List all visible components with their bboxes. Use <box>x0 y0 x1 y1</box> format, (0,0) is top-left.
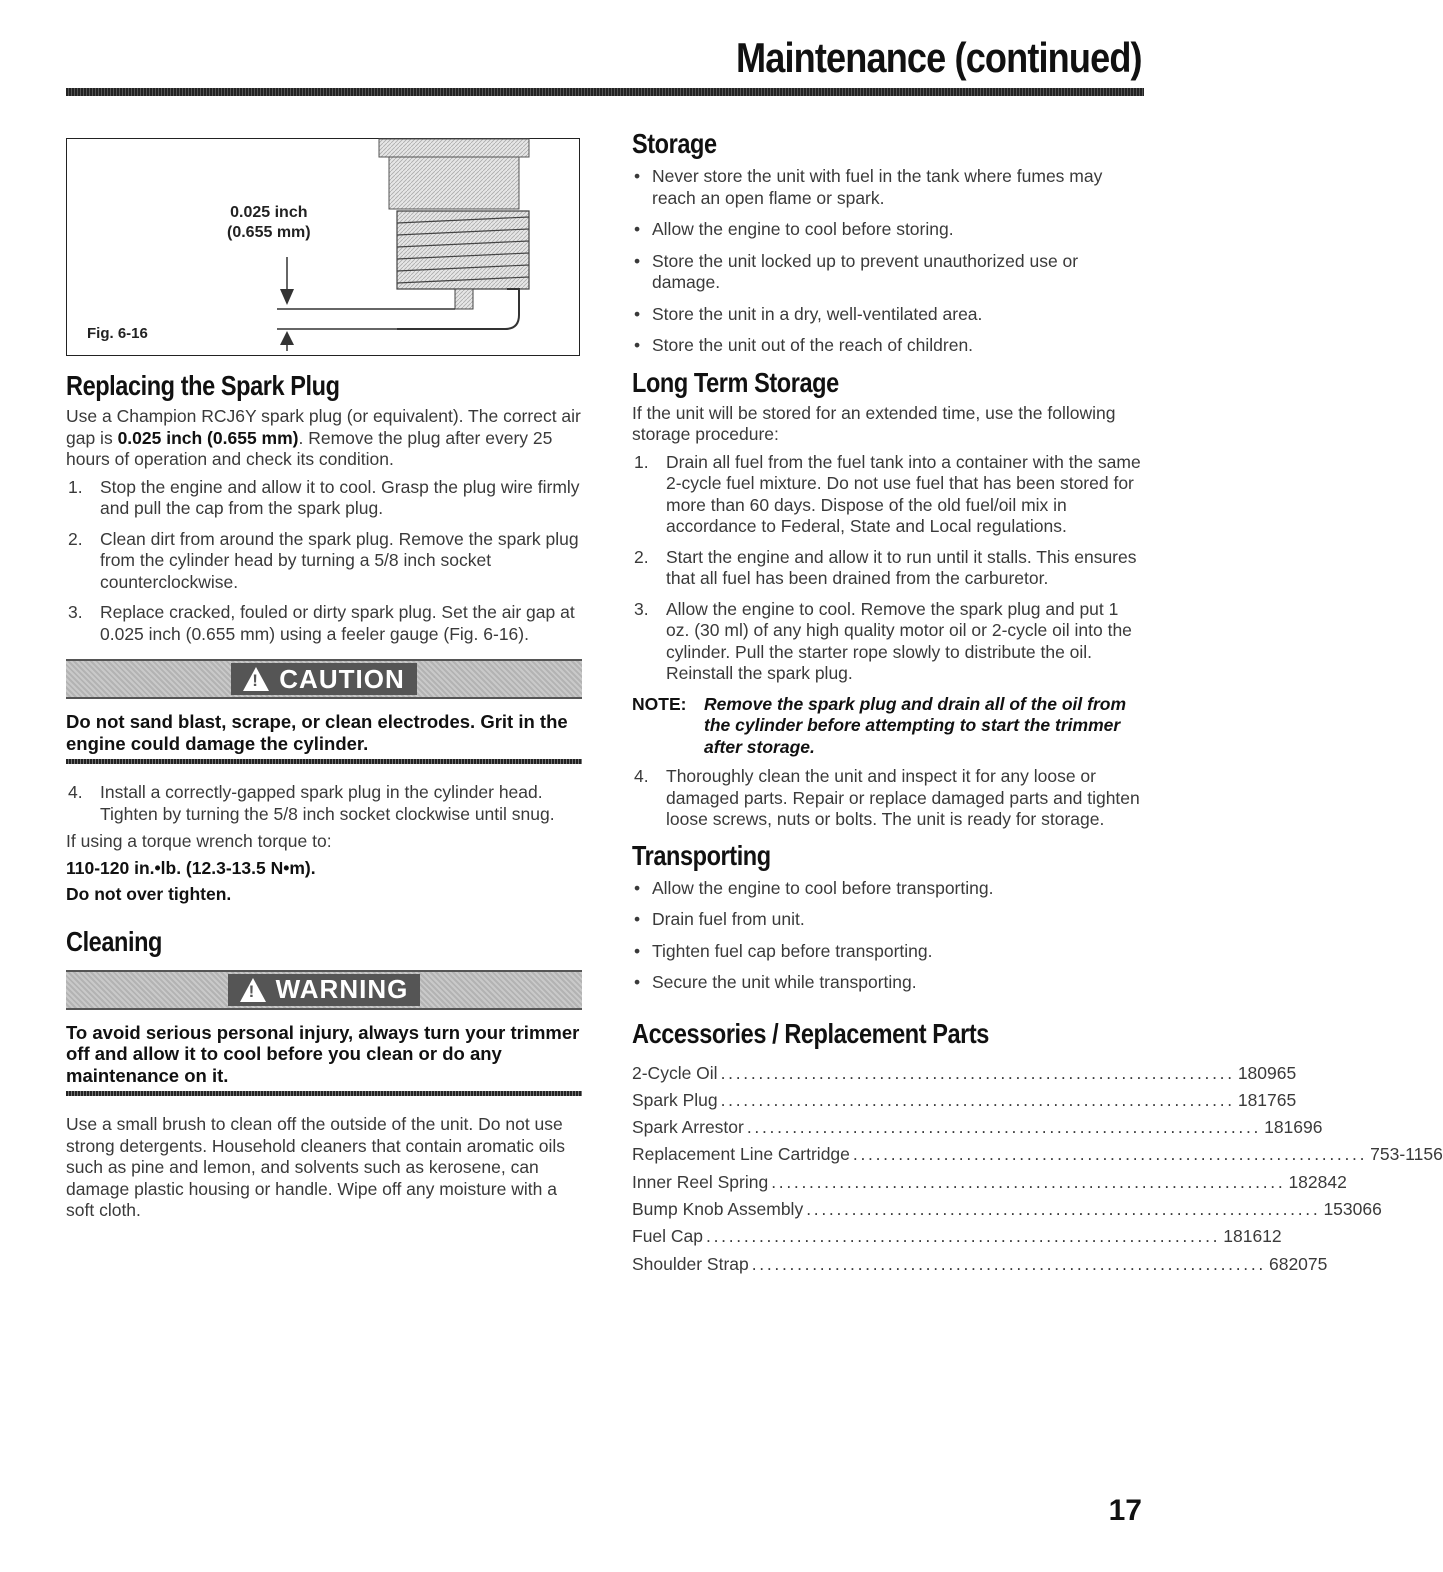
step-number: 2. <box>634 546 649 567</box>
figure-label: Fig. 6-16 <box>87 325 148 342</box>
step-text: Start the engine and allow it to run until it stalls. This ensures that all fuel has been drained from the carburetor. <box>666 546 1137 588</box>
torque-intro: If using a torque wrench torque to: <box>66 831 332 851</box>
list-item: • Never store the unit with fuel in the tank where fumes may reach an open flame or spark. <box>632 166 1144 209</box>
step-number: 4. <box>634 766 649 786</box>
step-number: 4. <box>68 782 83 802</box>
list-item: • Tighten fuel cap before transporting. <box>632 941 1144 963</box>
warning-text: To avoid serious personal injury, always turn your trimmer off and allow it to cool before you clean or do any maintenance on it. <box>66 1021 580 1086</box>
part-name: Spark Arrestor <box>632 1117 744 1138</box>
list-item <box>632 599 1144 685</box>
leader-dots: .................................................................... <box>771 1171 1286 1192</box>
step-text: Clean dirt from around the spark plug. Remove the spark plug from the cylinder head by turning a 5/8 inch socket counterclockwise. <box>100 528 579 592</box>
list-item: • Drain fuel from unit. <box>632 909 1144 931</box>
leader-dots: .................................................................... <box>746 1117 1262 1138</box>
intro-text-a: Use a Champion RCJ6Y spark plug (or equivalent). The correct air gap is <box>66 406 581 448</box>
step-text: Replace cracked, fouled or dirty spark plug. Set the air gap at 0.025 inch (0.655 mm) using a feeler gauge (Fig. 6-16). <box>100 602 575 644</box>
left-column <box>66 120 582 1222</box>
part-number: 153066 <box>1323 1198 1382 1219</box>
gap-dimension <box>227 203 311 243</box>
list-item: • Store the unit out of the reach of children. <box>632 335 1144 357</box>
long-term-intro: If the unit will be stored for an extended time, use the following storage procedure: <box>632 402 1116 444</box>
list-item <box>632 452 1144 538</box>
part-name: Replacement Line Cartridge <box>632 1144 850 1165</box>
page-title: Maintenance (continued) <box>736 34 1142 81</box>
caution-rule <box>66 759 582 764</box>
list-item <box>66 529 582 594</box>
warning-label: WARNING <box>275 974 409 1004</box>
part-number: 682075 <box>1268 1253 1328 1274</box>
step-number: 1. <box>68 476 83 497</box>
long-term-storage-heading: Long Term Storage <box>632 366 839 398</box>
list-item: • Secure the unit while transporting. <box>632 972 1144 994</box>
caution-banner <box>66 659 582 699</box>
step-text: Allow the engine to cool. Remove the spark plug and put 1 oz. (30 ml) of any high quality motor oil or 2-cycle oil into the cylinder. Pull the starter rope slowly to distribute the oil. Reinstall the spark plug. <box>666 598 1132 683</box>
cleaning-body: Use a small brush to clean off the outside of the unit. Do not use strong detergents. Household cleaners that contain aromatic oils such as pine and lemon, and solvents such as kerosene, can damage plastic housing or handle. Wipe off any moisture with a soft cloth. <box>66 1114 566 1220</box>
step-number: 3. <box>634 598 649 619</box>
list-item <box>632 547 1144 590</box>
table-row <box>632 1087 1297 1114</box>
storage-note <box>632 694 1144 759</box>
part-number: 181765 <box>1237 1089 1297 1110</box>
step-text: Thoroughly clean the unit and inspect it for any loose or damaged parts. Repair or replace damaged parts and tighten loose screws, nuts or bolts. The unit is ready for storage. <box>666 766 1140 829</box>
table-row <box>632 1114 1323 1141</box>
right-column <box>632 128 1443 1278</box>
part-number: 181696 <box>1264 1117 1323 1138</box>
long-term-steps <box>632 452 1144 685</box>
part-name: Inner Reel Spring <box>632 1171 769 1192</box>
step-number: 1. <box>634 451 649 472</box>
spark-plug-steps <box>66 477 582 646</box>
title-rule <box>66 88 1144 96</box>
transporting-heading: Transporting <box>632 839 771 871</box>
table-row <box>632 1169 1347 1196</box>
warning-banner <box>66 970 582 1010</box>
leader-dots: .................................................................... <box>751 1253 1266 1274</box>
storage-list <box>632 166 1144 357</box>
list-item: • Store the unit locked up to prevent unauthorized use or damage. <box>632 251 1144 294</box>
part-number: 180965 <box>1237 1062 1297 1083</box>
spark-plug-step-4 <box>66 782 582 825</box>
list-item <box>66 477 582 520</box>
part-number: 182842 <box>1288 1171 1347 1192</box>
part-name: 2-Cycle Oil <box>632 1062 718 1083</box>
list-item: • Store the unit in a dry, well-ventilated area. <box>632 304 1144 326</box>
table-row <box>632 1251 1328 1278</box>
spark-plug-heading: Replacing the Spark Plug <box>66 370 340 401</box>
warning-triangle-icon: ! <box>240 978 266 1002</box>
parts-heading: Accessories / Replacement Parts <box>632 1017 989 1049</box>
part-number: 753-1156 <box>1370 1144 1443 1165</box>
transporting-list <box>632 878 1144 994</box>
long-term-step-4 <box>632 766 1144 831</box>
no-over-tighten: Do not over tighten. <box>66 884 232 904</box>
step-text: Stop the engine and allow it to cool. Grasp the plug wire firmly and pull the cap from the spark plug. <box>100 476 580 518</box>
list-item: • Allow the engine to cool before storing. <box>632 219 1144 241</box>
list-item <box>66 782 582 825</box>
page-number: 17 <box>1108 1494 1142 1527</box>
step-text: Drain all fuel from the fuel tank into a container with the same 2-cycle fuel mixture. Do not use fuel that has been stored for more than 60 days. Dispose of the old fuel/oil mix in accordance to Federal, State and Local regulations. <box>666 451 1141 536</box>
parts-list <box>632 1060 1443 1278</box>
part-name: Fuel Cap <box>632 1226 704 1247</box>
caution-text: Do not sand blast, scrape, or clean electrodes. Grit in the engine could damage the cylinder. <box>66 711 568 754</box>
gap-mm: (0.655 mm) <box>227 224 311 241</box>
part-name: Spark Plug <box>632 1089 718 1110</box>
step-number: 2. <box>68 528 83 549</box>
step-number: 3. <box>68 602 83 622</box>
torque-value: 110-120 in.•lb. (12.3-13.5 N•m). <box>66 857 316 878</box>
spark-plug-intro <box>66 406 582 471</box>
spark-plug-diagram <box>67 139 579 355</box>
table-row <box>632 1141 1443 1168</box>
table-row <box>632 1196 1382 1223</box>
intro-text-b: . Remove the plug after every 25 hours of operation and check its condition. <box>66 427 553 469</box>
leader-dots: .................................................................... <box>706 1226 1221 1247</box>
table-row <box>632 1060 1297 1087</box>
spark-plug-figure <box>66 138 580 356</box>
warning-rule <box>66 1091 582 1096</box>
leader-dots: .................................................................... <box>720 1062 1235 1083</box>
list-item: • Allow the engine to cool before transporting. <box>632 878 1144 900</box>
caution-label-box <box>231 663 416 695</box>
air-gap-value: 0.025 inch (0.655 mm) <box>117 427 299 448</box>
gap-inch: 0.025 inch <box>230 204 308 221</box>
part-number: 181612 <box>1223 1226 1282 1247</box>
table-row <box>632 1223 1282 1250</box>
list-item <box>66 602 582 645</box>
leader-dots: .................................................................... <box>720 1089 1235 1110</box>
caution-label: CAUTION <box>279 663 405 694</box>
leader-dots: .................................................................... <box>806 1198 1321 1219</box>
warning-label-box <box>228 974 421 1006</box>
leader-dots: .................................................................... <box>852 1144 1368 1165</box>
note-text: Remove the spark plug and drain all of the oil from the cylinder before attempting to start the trimmer after storage. <box>704 693 1127 757</box>
part-name: Shoulder Strap <box>632 1253 749 1274</box>
note-label: NOTE: <box>632 693 687 714</box>
warning-triangle-icon: ! <box>243 667 269 691</box>
part-name: Bump Knob Assembly <box>632 1198 804 1219</box>
step-text: Install a correctly-gapped spark plug in the cylinder head. Tighten by turning the 5/8 inch socket clockwise until snug. <box>100 782 555 824</box>
cleaning-heading: Cleaning <box>66 925 162 957</box>
storage-heading: Storage <box>632 128 717 159</box>
list-item <box>632 766 1144 831</box>
